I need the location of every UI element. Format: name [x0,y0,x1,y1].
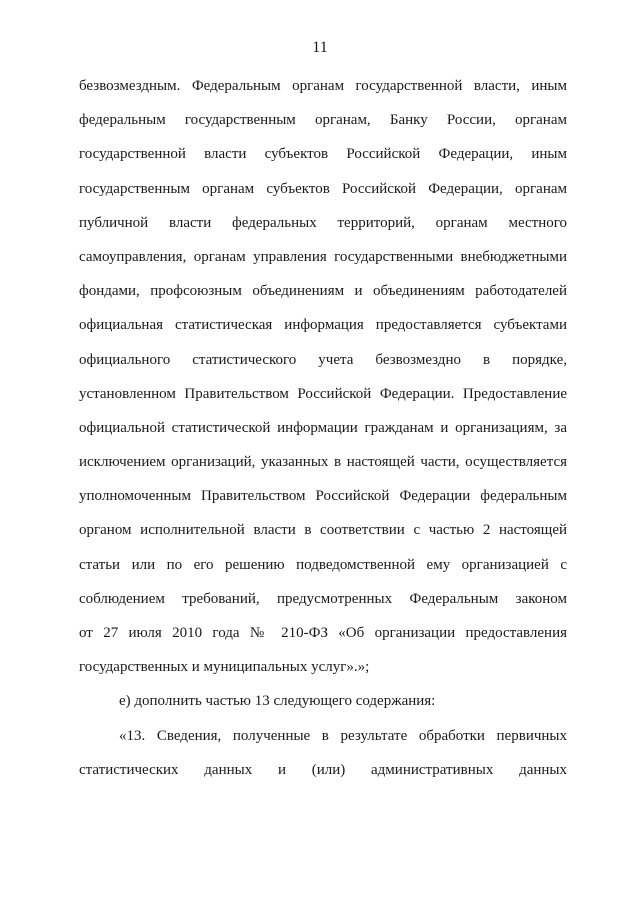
document-body [79,75,567,793]
text-line: официальной статистической информации гражданам и организациям, за [79,419,567,436]
text-line: государственной власти субъектов Российской Федерации, иным [79,146,567,163]
text-line: фондами, профсоюзным объединениям и объединениям работодателей [79,283,567,300]
text-line: безвозмездным. Федеральным органам государственной власти, иным [79,78,567,94]
text-line: государственных и муниципальных услуг».»; [79,659,370,676]
text-line: от 27 июля 2010 года № 210-ФЗ «Об организации предоставления [79,625,567,641]
text-line: самоуправления, органам управления государственными внебюджетными [79,248,567,265]
paragraph-start-line: е) дополнить частью 13 следующего содержания: [119,693,436,710]
text-line: официальная статистическая информация предоставляется субъектами [79,317,567,334]
page-number: 11 [312,39,328,56]
text-line: статистических данных и (или) административных данных [79,761,567,778]
text-line: соблюдением требований, предусмотренных Федеральным законом [79,590,567,607]
text-line: публичной власти федеральных территорий, органам местного [79,214,567,231]
text-line: официального статистического учета безвозмездно в порядке, [79,351,567,368]
text-line: статьи или по его решению подведомственной ему организацией с [79,556,567,573]
text-line: уполномоченным Правительством Российской Федерации федеральным [79,488,567,505]
text-line: органом исполнительной власти в соответствии с частью 2 настоящей [79,522,567,539]
text-line: государственным органам субъектов Российской Федерации, органам [79,180,567,197]
text-line: исключением организаций, указанных в настоящей части, осуществляется [79,454,567,471]
text-line: установленном Правительством Российской Федерации. Предоставление [79,385,567,402]
paragraph-start-line: «13. Сведения, полученные в результате обработки первичных [119,727,567,744]
text-line: федеральным государственным органам, Банку России, органам [79,112,567,129]
